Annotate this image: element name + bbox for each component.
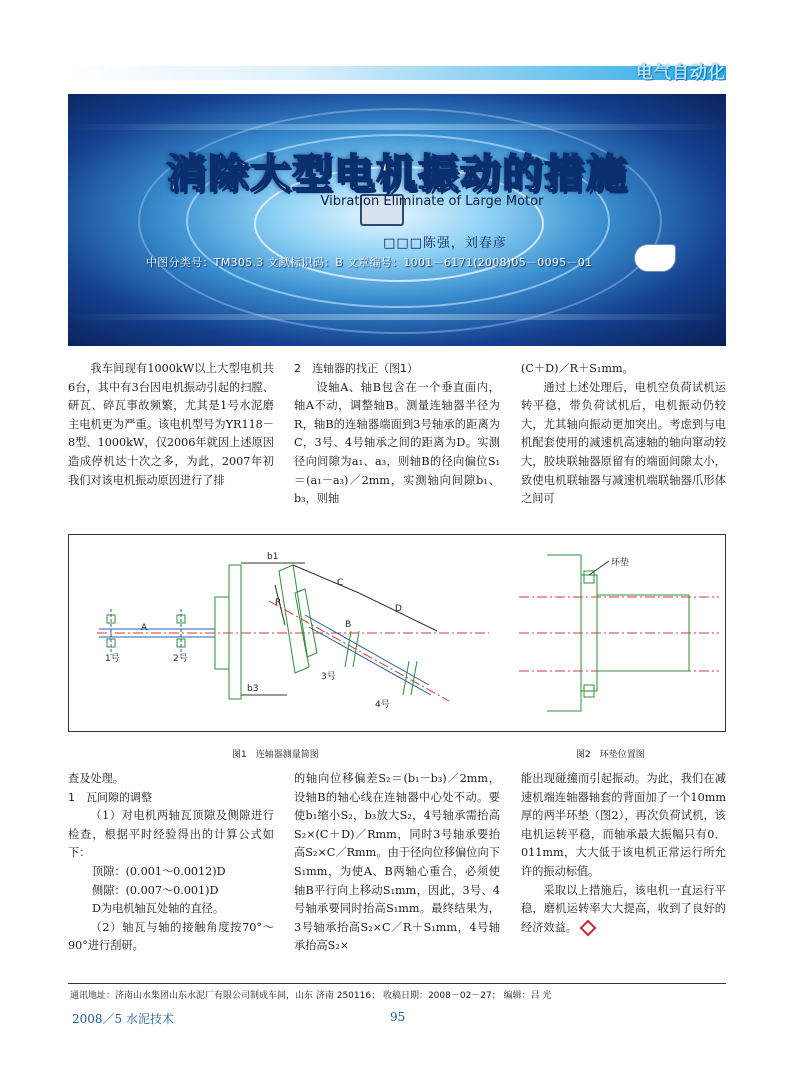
definition-d: D为电机轴瓦处轴的直径。 [92,902,225,916]
paragraph: （2）轴瓦与轴的接触角度按70°～90°进行刮研。 [68,920,274,953]
column-3-top [521,360,726,509]
label-bearing-2: 2号 [173,654,188,664]
paragraph-continuation: 的轴向位移偏差S₂＝(b₁－b₃)／2mm，设轴B的轴心线在连轴器中心处不动。要使b₁缩小S₂，b₃放大S₂，4号轴承需抬高S₂×(C＋D)／Rmm，同时3号轴承要抬高S₂×C／Rmm。由于径向位移偏位向下S₁mm，为使A、B两轴心重合，必须使轴B平行向上移动S₁mm，因此，3号、4号轴承要同时抬高S₁mm。最终结果为，3号轴承抬高S₂×C／R＋S₁mm，4号轴承抬高S₂× [294,772,500,953]
figure-2-caption: 图2 环垫位置图 [576,750,645,760]
classification-line: 中图分类号：TM305.3 文献标识码：B 文章编号：1001－6171(2008)05－0095－01 [146,256,593,269]
column-2-top [294,360,500,509]
figure-frame [68,534,726,732]
centerline-b [269,601,449,701]
header-gradient-strip [68,66,726,80]
title-banner [68,94,726,346]
label-d: D [395,604,402,614]
bearing-3 [353,631,359,667]
label-r: R [275,598,282,608]
end-diamond-icon [579,919,596,936]
page-number: 95 [390,1010,406,1024]
column-2-bottom [294,770,500,956]
paragraph: 通过上述处理后，电机空负荷试机运转平稳，带负荷试机后，电机振动仍较大，尤其轴向振动更加突出。考虑到与电机配套使用的减速机高速轴的轴向窜动较大，胶块联轴器原留有的端面间隙太小，致使电机联轴器与减速机端联轴器爪形体之间可 [521,380,726,506]
label-b3: b3 [247,684,259,694]
article-title: 消除大型电机振动的措施 [166,151,628,197]
formula-side-gap: 侧隙：(0.007～0.001)D [92,883,219,897]
label-b: B [345,620,352,630]
ring-pad-leader [589,561,609,575]
label-c: C [337,578,344,588]
label-bearing-4: 4号 [375,700,390,710]
paragraph: （1）对电机两轴瓦顶隙及侧隙进行检查，根据平时经验得出的计算公式如下： [68,809,274,860]
label-bearing-3: 3号 [321,672,336,682]
section-heading: 2 连轴器的找正（图1） [294,362,418,375]
paragraph: 我车间现有1000kW以上大型电机共6台，其中有3台因电机振动引起的扫膛、研瓦、碎瓦事故频繁，尤其是1号水泥磨主电机更为严重。该电机型号为YR118－8型、1000kW，仅2006年就因上述原因造成停机达十次之多，为此，2007年初我们对该电机振动原因进行了排 [68,362,274,487]
column-1-top [68,360,274,490]
paragraph-continuation: 查及处理。 [68,772,124,785]
label-ring-pad: 环垫 [611,558,630,568]
paragraph: 设轴A、轴B包含在一个垂直面内，轴A不动，调整轴B。测量连轴器半径为R，轴B的连轴器端面到3号轴承的距离为C，3号、4号轴承之间的距离为D。实测径向间隙为a₁、a₃，则轴B的径向偏位S₁＝(a₁－a₃)／2mm，实测轴向间隙b₁、b₃，则轴 [294,380,500,506]
footer-rule [68,983,726,984]
banner-streak [68,314,726,320]
figure-drawing [69,535,725,731]
label-b1: b1 [267,552,279,562]
paragraph-continuation: 能出现碰撞而引起振动。为此，我们在减速机端连轴器轴套的背面加了一个10mm厚的两半环垫（图2），再次负荷试机，该电机运转平稳，而轴承最大振幅只有0．011mm，大大低于该电机正常运行所允许的振动标值。 [521,772,726,878]
correspondence-address: 通讯地址：济南山水集团山东水泥厂有限公司制成车间，山东 济南 250116； 收稿日期：2008－02－27； 编辑：吕 光 [70,991,552,1001]
column-3-bottom [521,770,726,937]
journal-issue: 2008／5 水泥技术 [72,1012,174,1026]
bearing-3 [345,631,351,667]
article-authors: □□□陈强，刘春彦 [383,236,507,251]
hand-cursor-icon [634,244,676,272]
banner-streak [68,124,726,130]
label-bearing-1: 1号 [105,654,120,664]
formula-line: (C＋D)／R＋S₁mm。 [521,362,634,375]
section-heading: 1 瓦间隙的调整 [68,790,152,804]
figure-1-caption: 图1 连轴器测量简图 [232,750,319,760]
article-title-english: Vibration Eliminate of Large Motor [320,194,544,209]
column-1-bottom [68,770,274,956]
section-label: 电气自动化 [636,63,726,83]
dimension-c [293,565,359,593]
formula-top-gap: 顶隙：(0.001～0.0012)D [92,864,226,878]
coupling-a-flange [229,565,241,699]
label-a: A [141,623,148,633]
paragraph [521,882,726,938]
closing-sentence: 采取以上措施后，该电机一直运行平稳，磨机运转率大大提高，收到了良好的经济效益。 [521,883,726,934]
